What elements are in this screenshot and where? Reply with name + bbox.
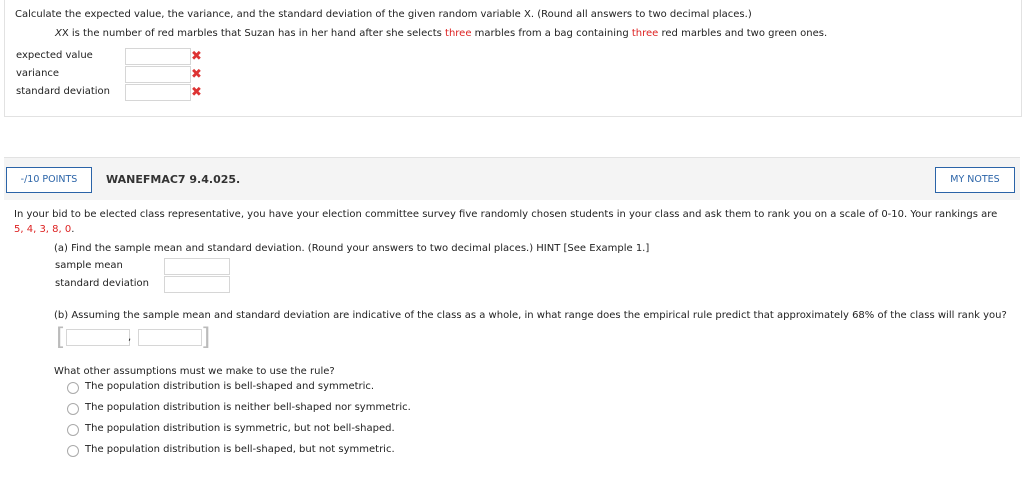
option-label-1[interactable]: The population distribution is bell-shaped and symmetric. <box>85 381 375 392</box>
question-1-panel <box>4 0 1022 117</box>
left-bracket: [ <box>56 323 66 351</box>
incorrect-icon: ✖ <box>191 49 202 64</box>
question-id: WANEFMAC7 9.4.025. <box>106 173 241 186</box>
variance-input[interactable] <box>125 66 191 83</box>
part-a-text: (a) Find the sample mean and standard deviation. (Round your answers to two decimal places.) HINT [See Example 1.] <box>54 243 650 254</box>
q1-instruction: Calculate the expected value, the variance, and the standard deviation of the given random variable X. (Round all answers to two decimal places.) <box>15 9 752 20</box>
question-header <box>4 157 1020 200</box>
option-radio-4[interactable] <box>67 445 79 457</box>
variance-label: variance <box>16 68 60 79</box>
assumption-question: What other assumptions must we make to use the rule? <box>54 366 335 377</box>
option-label-3[interactable]: The population distribution is symmetric, but not bell-shaped. <box>85 423 395 434</box>
right-bracket: ] <box>201 323 211 351</box>
range-high-input[interactable] <box>138 329 202 346</box>
std-dev-input[interactable] <box>125 84 191 101</box>
expected-value-input[interactable] <box>125 48 191 65</box>
option-radio-1[interactable] <box>67 382 79 394</box>
sample-mean-label: sample mean <box>55 260 123 271</box>
range-low-input[interactable] <box>66 329 130 346</box>
option-radio-3[interactable] <box>67 424 79 436</box>
points-badge[interactable]: -/10 POINTS <box>6 167 92 193</box>
sample-std-dev-label: standard deviation <box>55 278 150 289</box>
part-b-text: (b) Assuming the sample mean and standard deviation are indicative of the class as a whole, in what range does the empirical rule predict that approximately 68% of the class will rank you? <box>54 310 1007 321</box>
expected-value-label: expected value <box>16 50 93 61</box>
option-radio-2[interactable] <box>67 403 79 415</box>
incorrect-icon: ✖ <box>191 67 202 82</box>
question-2-panel <box>4 157 1020 480</box>
sample-mean-input[interactable] <box>164 258 230 275</box>
question-intro: In your bid to be elected class representative, you have your election committee survey five randomly chosen students in your class and ask them to rank you on a scale of 0-10. Your rankings are 5, 4, 3, 8, 0. <box>14 209 998 235</box>
q1-problem-text: XX is the number of red marbles that Suzan has in her hand after she selects three marbles from a bag containing three red marbles and two green ones. <box>55 28 828 39</box>
my-notes-button[interactable]: MY NOTES <box>935 167 1015 193</box>
option-label-2[interactable]: The population distribution is neither bell-shaped nor symmetric. <box>85 402 411 413</box>
std-dev-label: standard deviation <box>16 86 111 97</box>
range-separator: , <box>128 332 132 343</box>
sample-std-dev-input[interactable] <box>164 276 230 293</box>
incorrect-icon: ✖ <box>191 85 202 100</box>
option-label-4[interactable]: The population distribution is bell-shaped, but not symmetric. <box>85 444 395 455</box>
